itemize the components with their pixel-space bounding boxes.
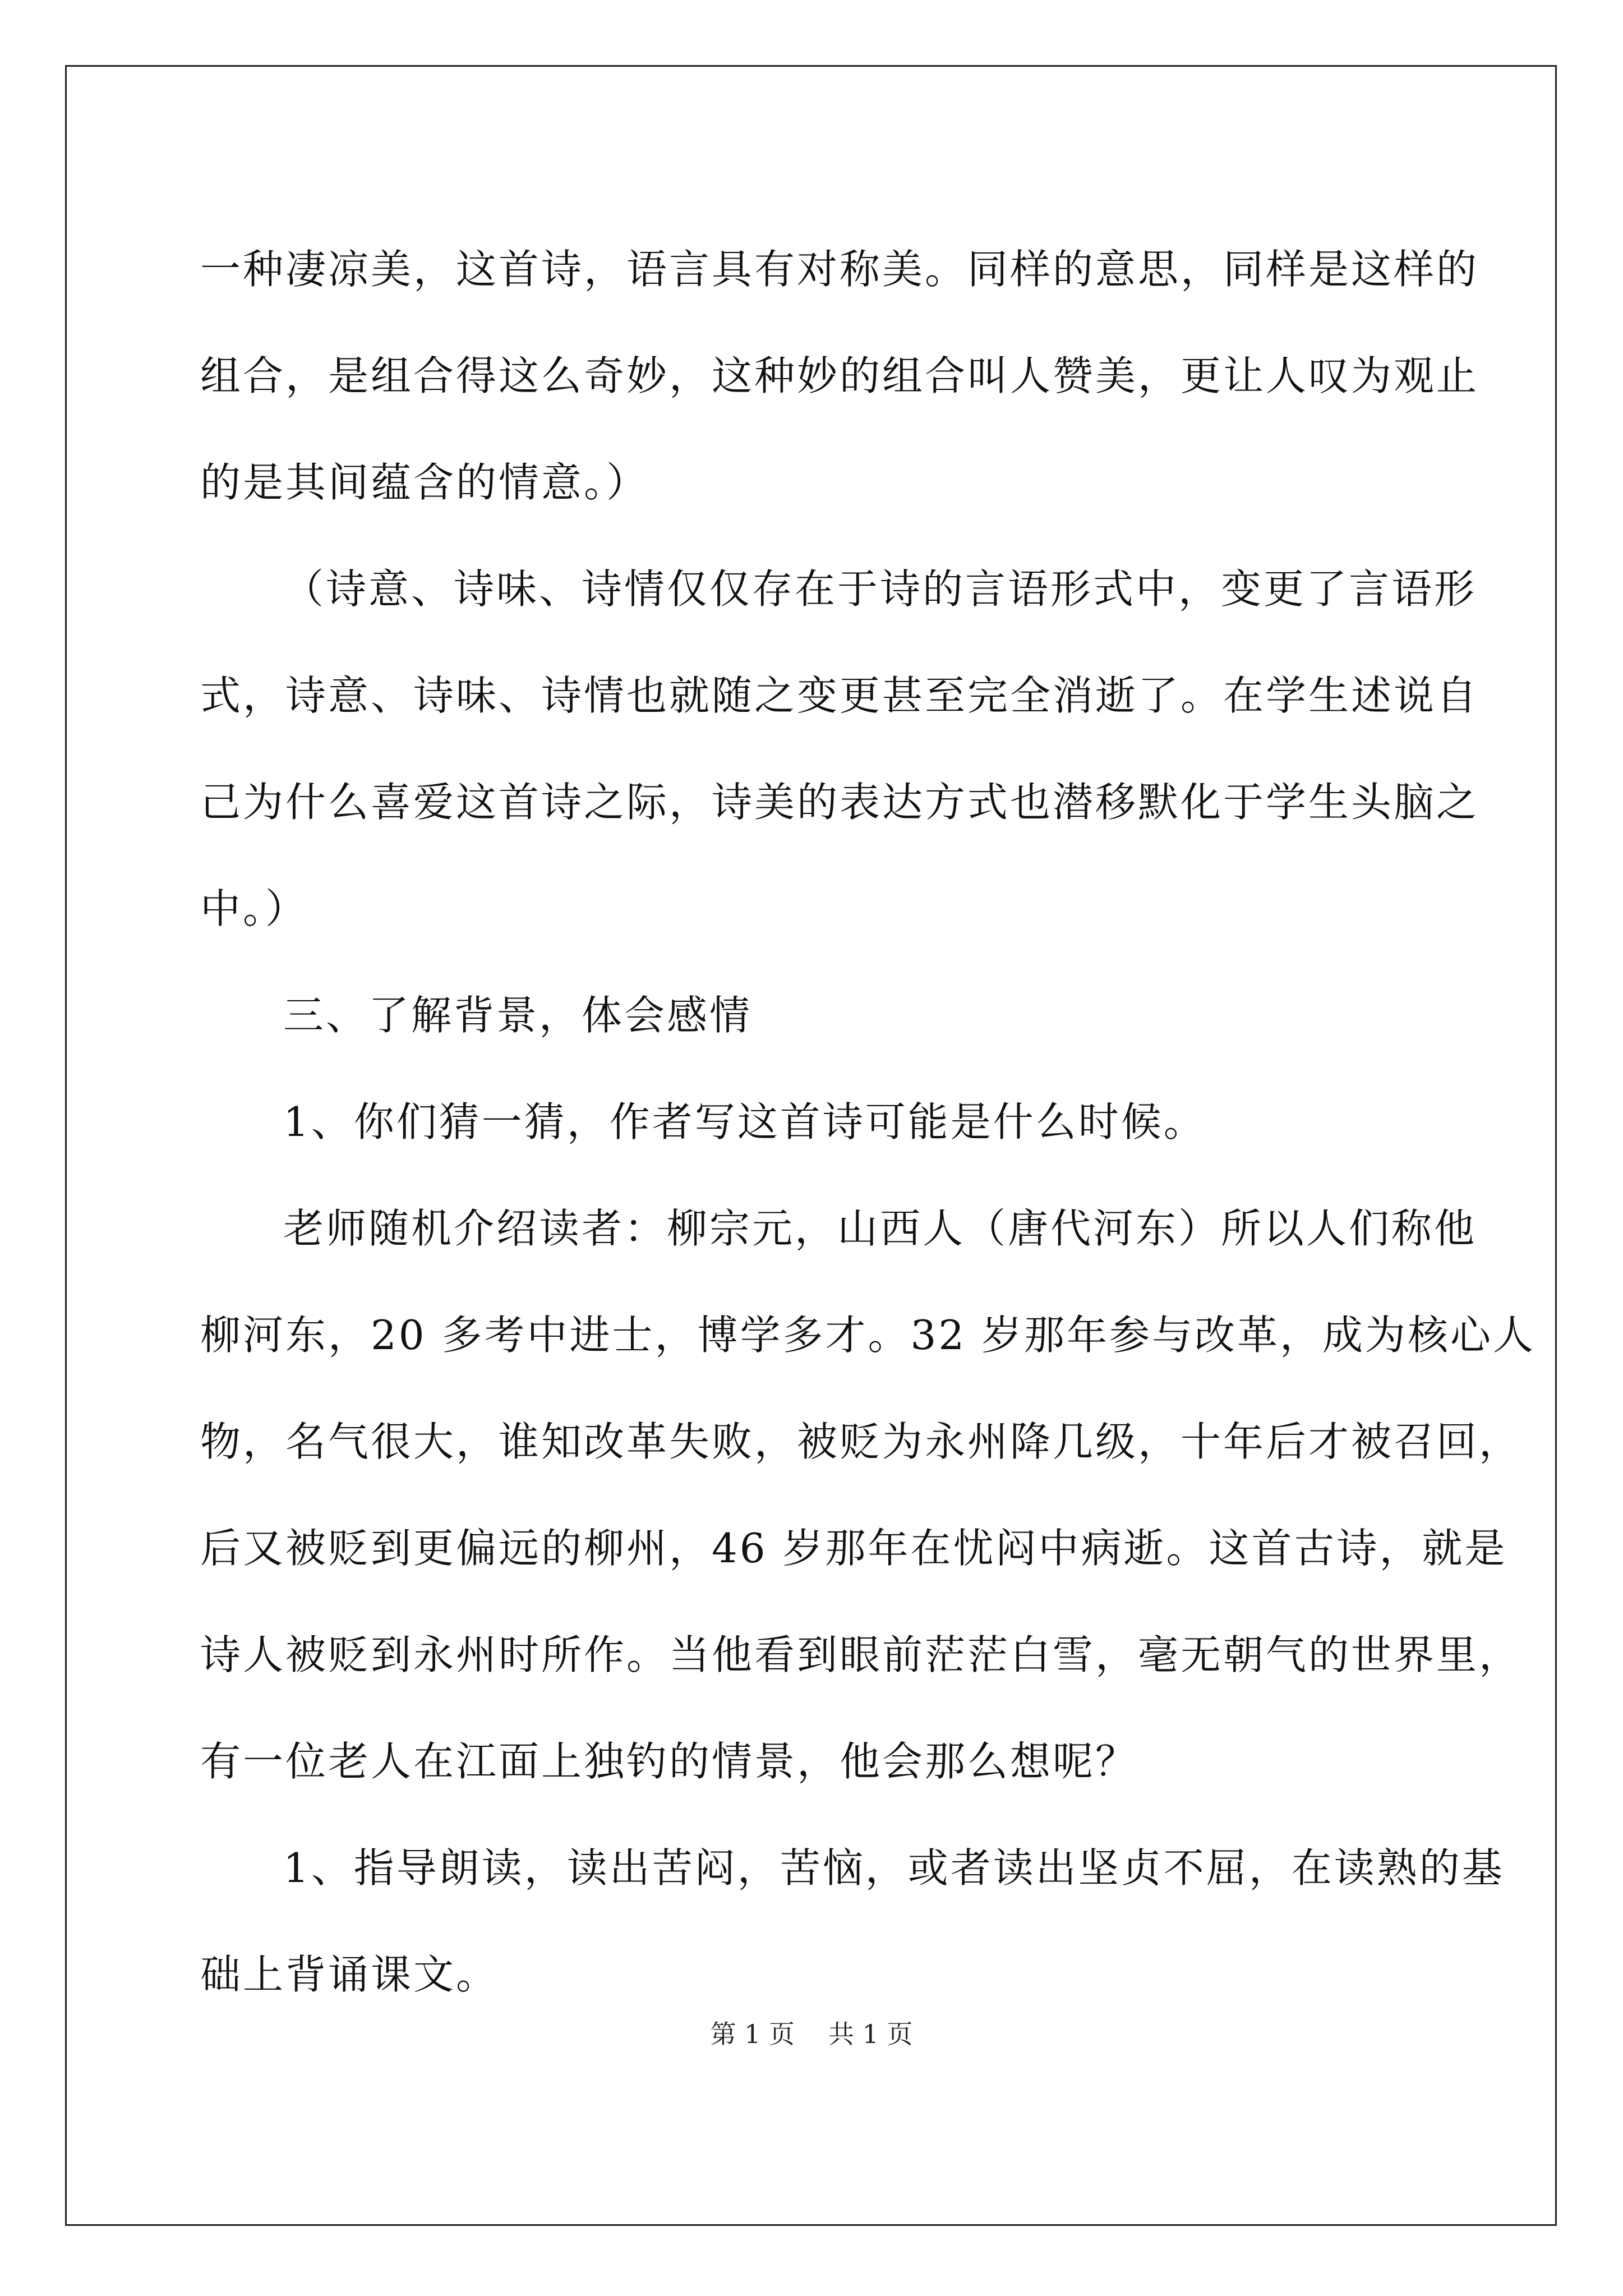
text-line: 柳河东，20 多考中进士，博学多才。32 岁那年参与改革，成为核心人	[200, 1312, 1536, 1359]
section-heading: 三、了解背景，体会感情	[283, 992, 753, 1039]
text-line: 1、你们猜一猜，作者写这首诗可能是什么时候。	[283, 1098, 1206, 1145]
text-line: 式，诗意、诗味、诗情也就随之变更甚至完全消逝了。在学生述说自	[200, 672, 1479, 719]
page-footer	[0, 2014, 1623, 2051]
text-line: 己为什么喜爱这首诗之际，诗美的表达方式也潜移默化于学生头脑之	[200, 779, 1479, 826]
text-line: 后又被贬到更偏远的柳州，46 岁那年在忧闷中病逝。这首古诗，就是	[200, 1525, 1507, 1572]
text-line: 有一位老人在江面上独钓的情景，他会那么想呢？	[200, 1738, 1138, 1785]
text-line: 组合，是组合得这么奇妙，这种妙的组合叫人赞美，更让人叹为观止	[200, 352, 1479, 399]
page-number: 第 1 页	[710, 2019, 795, 2049]
text-line: 一种凄凉美，这首诗，语言具有对称美。同样的意思，同样是这样的	[200, 246, 1479, 293]
text-line: （诗意、诗味、诗情仅仅存在于诗的言语形式中，变更了言语形	[283, 565, 1477, 613]
page-total: 共 1 页	[828, 2019, 913, 2049]
text-line: 1、指导朗读，读出苦闷，苦恼，或者读出坚贞不屈，在读熟的基	[283, 1844, 1505, 1892]
document-body	[200, 216, 1536, 2028]
text-line: 的是其间蕴含的情意。）	[200, 459, 649, 506]
text-line: 中。）	[200, 885, 308, 932]
text-line: 诗人被贬到永州时所作。当他看到眼前茫茫白雪，毫无朝气的世界里，	[200, 1631, 1522, 1678]
text-line: 老师随机介绍读者：柳宗元，山西人（唐代河东）所以人们称他	[283, 1205, 1477, 1252]
text-line: 础上背诵课文。	[200, 1951, 499, 1998]
text-line: 物，名气很大，谁知改革失败，被贬为永州降几级，十年后才被召回，	[200, 1418, 1522, 1465]
